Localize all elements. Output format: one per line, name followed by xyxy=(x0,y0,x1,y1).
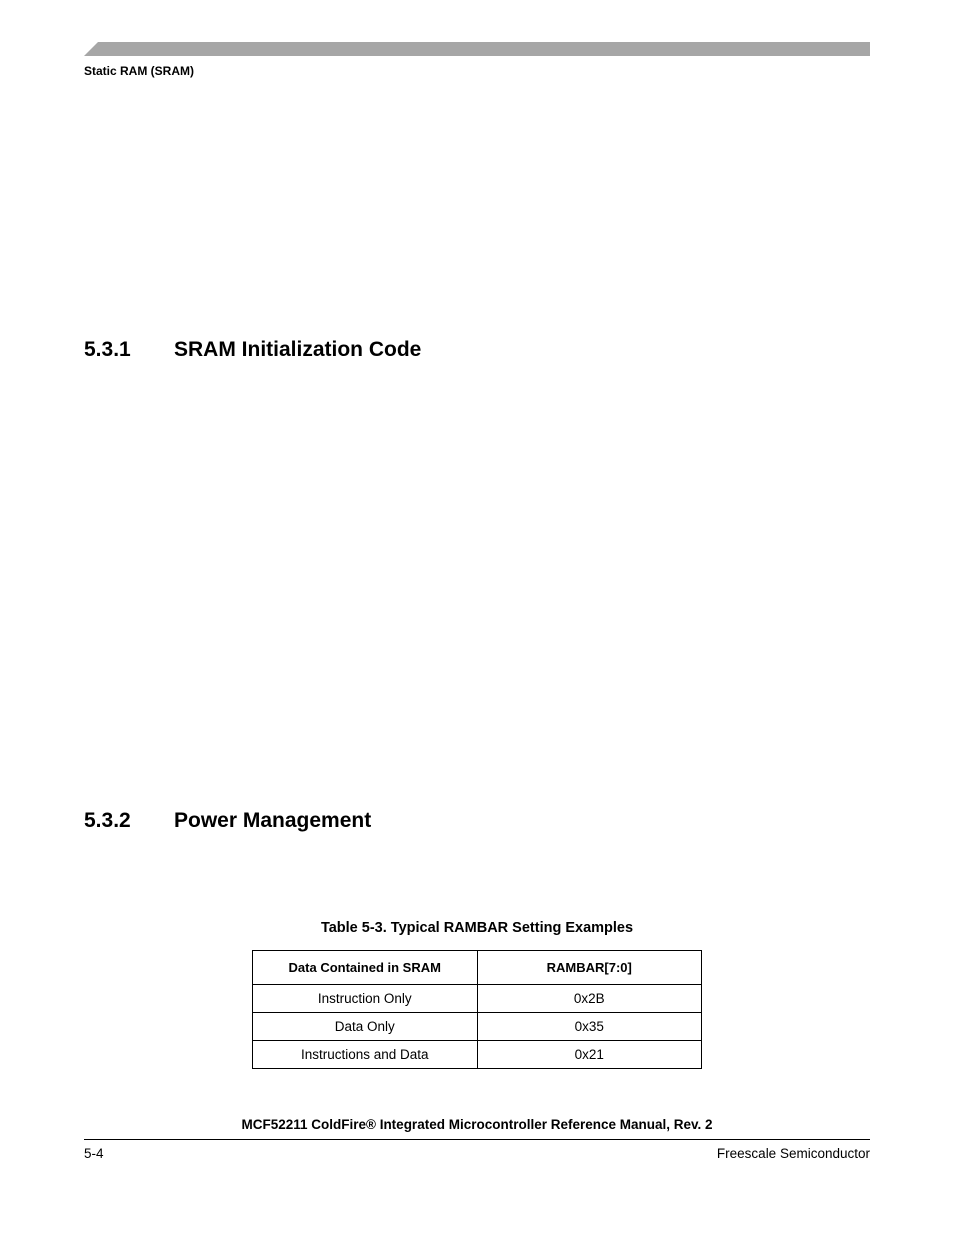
rambar-settings-table xyxy=(252,950,702,1069)
table-header-row xyxy=(253,951,702,985)
column-header: Data Contained in SRAM xyxy=(253,951,478,985)
table-caption: Table 5-3. Typical RAMBAR Setting Examples xyxy=(320,920,634,936)
table-row xyxy=(253,1041,702,1069)
header-decorative-bar xyxy=(84,42,870,56)
footer-manual-title: MCF52211 ColdFire® Integrated Microcontroller Reference Manual, Rev. 2 xyxy=(241,1117,713,1132)
running-head: Static RAM (SRAM) xyxy=(84,64,194,78)
table-cell: Instructions and Data xyxy=(253,1041,478,1069)
section-number: 5.3.2 xyxy=(84,809,131,832)
section-title: Power Management xyxy=(174,809,372,832)
table-row xyxy=(253,1013,702,1041)
table-cell: 0x21 xyxy=(477,1041,702,1069)
table-cell: Data Only xyxy=(253,1013,478,1041)
footer-divider xyxy=(84,1139,870,1140)
section-number: 5.3.1 xyxy=(84,338,131,361)
table-cell: 0x35 xyxy=(477,1013,702,1041)
publisher-name: Freescale Semiconductor xyxy=(716,1146,870,1161)
page-number: 5-4 xyxy=(84,1146,104,1161)
section-heading-sram-initialization xyxy=(84,338,421,362)
column-header: RAMBAR[7:0] xyxy=(477,951,702,985)
section-heading-power-management xyxy=(84,809,371,833)
table-row xyxy=(253,985,702,1013)
table-cell: 0x2B xyxy=(477,985,702,1013)
table-cell: Instruction Only xyxy=(253,985,478,1013)
section-title: SRAM Initialization Code xyxy=(174,338,422,361)
